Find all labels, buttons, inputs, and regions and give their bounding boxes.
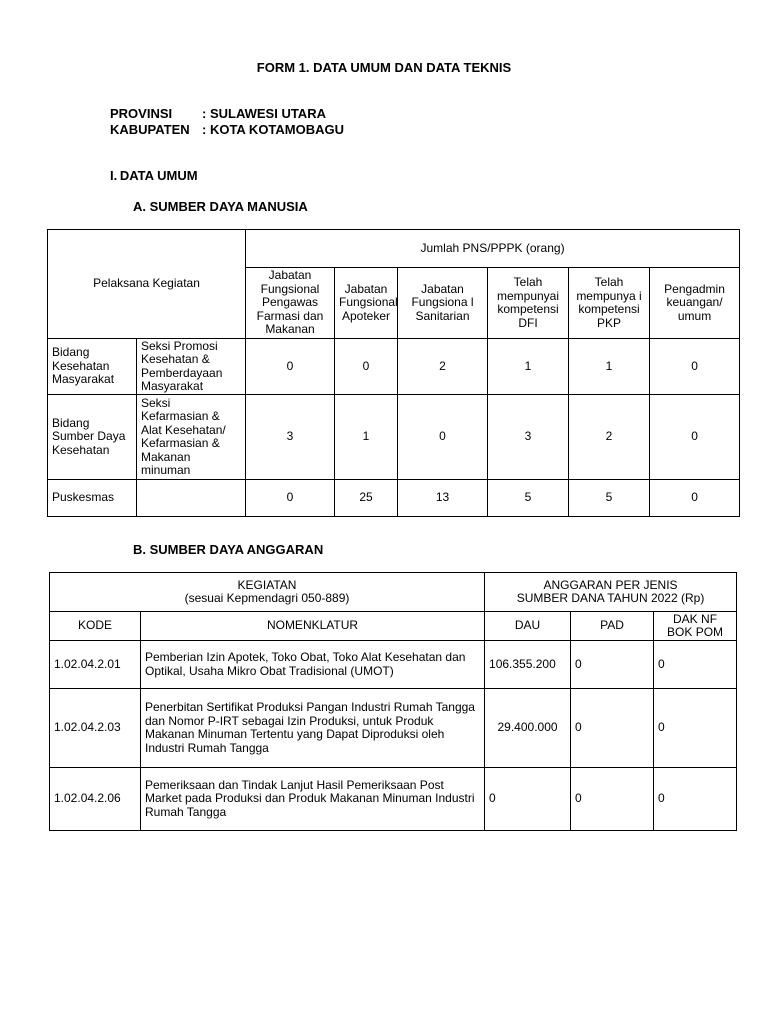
table-row [50,641,737,689]
provinsi-value: : SULAWESI UTARA [202,106,326,121]
value-cell: 13 [398,480,488,517]
value-cell: 0 [246,339,335,395]
dau-cell: 106.355.200 [485,641,571,689]
nomenklatur-cell: Penerbitan Sertifikat Produksi Pangan Industri Rumah Tangga dan Nomor P-IRT sebagai Izin Produksi, untuk Produk Makanan Minuman Tertentu yang Dapat Diproduksi oleh Industri Rumah Tangga [141,689,485,768]
kegiatan-header-title: KEGIATAN [237,577,297,592]
dak-header-line1: DAK NF [673,611,718,626]
seksi-cell [137,480,246,517]
dak-cell: 0 [654,689,737,768]
col-header: Jabatan Fungsional Pengawas Farmasi dan Makanan [246,268,335,339]
col-header: Pengadmin keuangan/ umum [650,268,740,339]
anggaran-header-note: SUMBER DANA TAHUN 2022 (Rp) [516,591,705,605]
seksi-cell: Seksi Promosi Kesehatan & Pemberdayaan Masyarakat [137,339,246,395]
sdm-header-row [48,230,740,268]
kegiatan-header [50,573,485,612]
table-row [48,480,740,517]
provinsi-label: PROVINSI [110,106,173,121]
kabupaten-line [110,122,344,137]
value-cell: 0 [398,395,488,480]
dau-cell: 29.400.000 [485,689,571,768]
dau-header: DAU [485,612,571,641]
pad-cell: 0 [571,689,654,768]
dak-cell: 0 [654,641,737,689]
section-anggaran: B. SUMBER DAYA ANGGARAN [133,542,324,557]
pelaksana-header: Pelaksana Kegiatan [48,230,246,339]
value-cell: 25 [335,480,398,517]
kode-cell: 1.02.04.2.01 [50,641,141,689]
anggaran-header-title: ANGGARAN PER JENIS [543,577,678,592]
table-row [50,768,737,831]
pad-cell: 0 [571,768,654,831]
anggaran-table [49,572,737,831]
kabupaten-label: KABUPATEN [110,122,190,137]
section-data-umum: I. DATA UMUM [110,168,198,183]
kode-cell: 1.02.04.2.03 [50,689,141,768]
col-header: Telah mempunya i kompetensi PKP [569,268,650,339]
col-header: Telah mempunyai kompetensi DFI [488,268,569,339]
kabupaten-value: : KOTA KOTAMOBAGU [202,122,345,137]
dak-header-line2: BOK POM [667,625,724,639]
dau-cell: 0 [485,768,571,831]
value-cell: 5 [569,480,650,517]
col-header: Jabatan Fungsional Apoteker [335,268,398,339]
value-cell: 3 [488,395,569,480]
anggaran-header-row [50,573,737,612]
section-sdm: A. SUMBER DAYA MANUSIA [133,199,308,214]
value-cell: 1 [335,395,398,480]
nomenklatur-cell: Pemberian Izin Apotek, Toko Obat, Toko Alat Kesehatan dan Optikal, Usaha Mikro Obat Tradisional (UMOT) [141,641,485,689]
value-cell: 0 [650,480,740,517]
bidang-cell: Puskesmas [48,480,137,517]
bidang-cell: Bidang Sumber Daya Kesehatan [48,395,137,480]
form-title: FORM 1. DATA UMUM DAN DATA TEKNIS [256,60,512,75]
jumlah-header: Jumlah PNS/PPPK (orang) [246,230,740,268]
anggaran-column-row [50,612,737,641]
value-cell: 0 [246,480,335,517]
value-cell: 0 [650,339,740,395]
nomenklatur-header: NOMENKLATUR [141,612,485,641]
value-cell: 2 [569,395,650,480]
kode-cell: 1.02.04.2.06 [50,768,141,831]
table-row [48,395,740,480]
anggaran-header [485,573,737,612]
value-cell: 3 [246,395,335,480]
value-cell: 2 [398,339,488,395]
value-cell: 0 [335,339,398,395]
provinsi-line [110,106,326,121]
pad-cell: 0 [571,641,654,689]
value-cell: 5 [488,480,569,517]
value-cell: 1 [488,339,569,395]
kegiatan-header-note: (sesuai Kepmendagri 050-889) [184,591,350,605]
nomenklatur-cell: Pemeriksaan dan Tindak Lanjut Hasil Pemeriksaan Post Market pada Produksi dan Produk Makanan Minuman Industri Rumah Tangga [141,768,485,831]
kode-header: KODE [50,612,141,641]
pad-header: PAD [571,612,654,641]
col-header: Jabatan Fungsiona l Sanitarian [398,268,488,339]
seksi-cell: Seksi Kefarmasian & Alat Kesehatan/ Kefarmasian & Makanan minuman [137,395,246,480]
value-cell: 0 [650,395,740,480]
table-row [50,689,737,768]
dak-cell: 0 [654,768,737,831]
sdm-table [47,229,740,517]
value-cell: 1 [569,339,650,395]
dak-header [654,612,737,641]
bidang-cell: Bidang Kesehatan Masyarakat [48,339,137,395]
table-row [48,339,740,395]
